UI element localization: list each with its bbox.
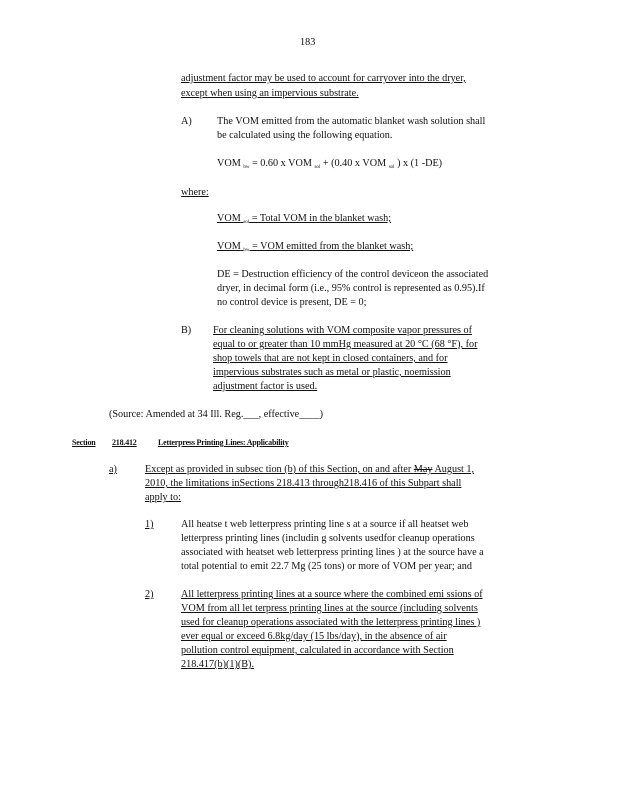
item-b-line-5: adjustment factor is used. [213,381,318,392]
equation [217,157,442,175]
item-a-line-1: The VOM emitted from the automatic blanket wash solution shall [217,116,486,127]
definition-de-line-3: no control device is present, DE = 0; [217,297,367,308]
item-b-line-2: equal to or greater than 10 mmHg measured at 20 °C (68 °F), for [213,339,478,350]
struck-text: May [413,464,433,475]
where-label: where: [181,187,209,198]
item-a-marker: A) [181,116,192,127]
para-1-line-3: associated with heatset web letterpress printing lines ) at the source have a [181,547,484,558]
para-1-marker: 1) [145,519,154,530]
para-2-line-2: VOM from all let terpress printing lines at the source (including solvents [181,603,478,614]
item-b-line-1: For cleaning solutions with VOM composite vapor pressures of [213,325,472,336]
section-number: 218.412 [112,438,137,447]
section-label: Section [72,438,96,447]
para-1-line-4: total potential to emit 22.7 Mg (25 tons) or more of VOM per year; and [181,561,472,572]
equation-sub-1: bw [243,165,250,170]
para-a-line-2: 2010, the limitations inSections 218.413 through218.416 of this Subpart shall [145,478,462,489]
intro-line-1: adjustment factor may be used to account for carryover into the dryer, [181,73,466,84]
definition-de-line-2: dryer, in decimal form (i.e., 95% control is represented as 0.95).If [217,283,485,294]
page-number: 183 [300,37,316,48]
para-2-marker: 2) [145,589,154,600]
para-1-line-1: All heatse t web letterpress printing line s at a source if all heatset web [181,519,469,530]
intro-line-2: except when using an impervious substrate. [181,88,359,99]
item-a-line-2: be calculated using the following equation. [217,130,393,141]
para-2-line-5: pollution control equipment, calculated in accordance with Section [181,645,454,656]
equation-sub-2: sol [314,165,321,170]
equation-sub-3: sol [388,165,395,170]
para-a-line-1: Except as provided in subsec tion (b) of this Section, on and after May August 1, [145,464,475,475]
item-b-marker: B) [181,325,192,336]
definition-de-line-1: DE = Destruction efficiency of the control deviceon the associated [217,269,489,280]
item-b-line-3: shop towels that are not kept in closed containers, and for [213,353,448,364]
item-b-line-4: impervious substrates such as metal or plastic, noemission [213,367,451,378]
para-1-line-2: letterpress printing lines (includin g solvents usedfor cleanup operations [181,533,475,544]
para-2-line-3: used for cleanup operations associated with the letterpress printing lines ) [181,617,481,628]
source-note: (Source: Amended at 34 Ill. Reg.___, effective____) [109,409,323,420]
para-2-line-6: 218.417(b)(1)(B). [181,659,254,670]
para-a-marker: a) [109,464,117,475]
section-title: Letterpress Printing Lines: Applicability [158,438,289,447]
equation-part-2: = 0.60 x VOM [252,158,312,169]
definition-vom-bw: VOM $_{bw}$ = VOM emitted from the blanket wash; [217,241,414,253]
equation-part-3: + (0.40 x VOM [322,158,387,169]
equation-part-1: VOM [217,158,241,169]
para-2-line-1: All letterpress printing lines at a source where the combined emi ssions of [181,589,483,600]
para-a-line-3: apply to: [145,492,181,503]
equation-part-4: ) x (1 -DE) [397,158,443,169]
para-2-line-4: ever equal or exceed 6.8kg/day (15 lbs/day), in the absence of air [181,631,447,642]
definition-vom-sol: VOM $_{sol}$ = Total VOM in the blanket wash; [217,213,392,225]
